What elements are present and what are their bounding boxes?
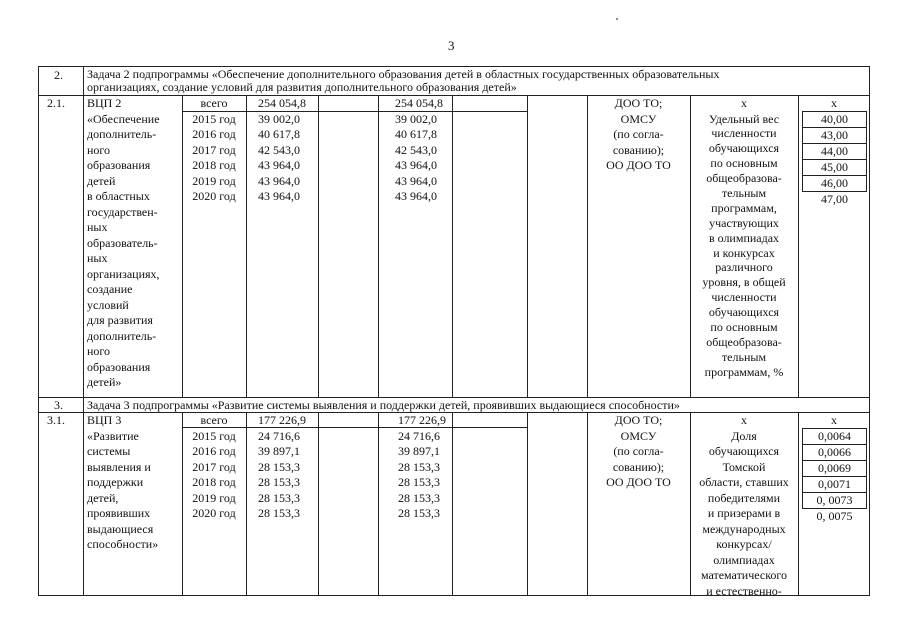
row-3-1-values: [802, 428, 867, 524]
executor-line: (по согла-: [613, 127, 664, 141]
section-2-title-line2: организациях, создание условий для развития дополнительного образования детей»: [87, 80, 517, 94]
indicator-line: различного: [715, 260, 773, 275]
name-line: образования: [87, 359, 151, 374]
row-3-1-budget-values: [398, 413, 446, 522]
value-cell: 45,00: [821, 160, 848, 174]
period-cell: 2018 год: [192, 475, 236, 489]
name-line: выдающиеся: [87, 521, 154, 536]
indicator-line: олимпиадах: [713, 552, 775, 567]
indicator-head: х: [741, 96, 747, 110]
indicator-line: уровня, в общей: [702, 275, 786, 290]
budget-cell: 24 716,6: [398, 428, 440, 443]
value-cell: 46,00: [821, 176, 848, 190]
executor-line: ОМСУ: [620, 111, 657, 126]
row-3-1-total-values: [258, 413, 306, 522]
budget-cell: 42 543,0: [395, 142, 437, 157]
period-cell: 2017 год: [192, 142, 236, 157]
section-3-number: 3.: [54, 398, 63, 412]
name-line: ных: [87, 220, 108, 234]
row-2-1-name: [87, 96, 160, 391]
value-cell: 0,0064: [818, 429, 851, 443]
total-cell: 254 054,8: [258, 96, 306, 110]
row-3-1-number: 3.1.: [47, 413, 65, 427]
name-line: детей»: [87, 375, 122, 389]
period-cell: 2015 год: [192, 428, 236, 443]
total-cell: 28 153,3: [258, 490, 300, 505]
indicator-line: Томской: [722, 459, 766, 474]
total-cell: 43 964,0: [258, 173, 300, 188]
indicator-line: области, ставших: [699, 475, 789, 489]
name-line: условий: [87, 297, 129, 312]
period-cell: 2016 год: [192, 444, 236, 458]
indicator-line: победителями: [707, 490, 781, 505]
executor-line: ОО ДОО ТО: [606, 475, 671, 489]
name-line: ных: [87, 251, 108, 265]
scan-speck: [616, 18, 618, 20]
page-number: 3: [448, 38, 455, 53]
section-2-title-line1: Задача 2 подпрограммы «Обеспечение дополнительного образования детей в областных государственных образовательных: [87, 67, 720, 81]
executor-line: ОО ДОО ТО: [606, 158, 671, 172]
row-2-1-indicator: [691, 96, 797, 380]
period-cell: 2018 год: [192, 158, 236, 172]
total-cell: 40 617,8: [258, 127, 300, 141]
total-cell: 24 716,6: [258, 428, 300, 443]
indicator-line: Удельный вес: [708, 111, 780, 126]
name-line: системы: [87, 444, 131, 458]
name-line: создание: [87, 282, 133, 296]
name-line: способности»: [87, 537, 159, 551]
executor-line: ДОО ТО;: [614, 413, 663, 427]
value-cell: 0,0066: [818, 445, 851, 459]
value-cell: 0,0069: [818, 461, 851, 475]
indicator-line: общеобразова-: [706, 171, 782, 186]
value-cell: 44,00: [821, 144, 848, 158]
indicator-line: обучающихся: [708, 141, 780, 156]
budget-cell: 28 153,3: [398, 490, 440, 505]
value-cell: 47,00: [821, 192, 848, 206]
period-cell: 2019 год: [192, 173, 236, 188]
indicator-line: тельным: [721, 185, 767, 200]
row-2-1-executors: [588, 96, 689, 174]
budget-cell: 39 002,0: [395, 111, 437, 126]
budget-cell: 28 153,3: [398, 475, 440, 489]
name-line: государствен-: [87, 204, 158, 219]
indicator-line: математического: [700, 568, 788, 582]
name-line: ного: [87, 344, 111, 358]
name-line: образования: [87, 158, 151, 172]
indicator-line: тельным: [721, 349, 767, 364]
total-cell: 28 153,3: [258, 459, 300, 474]
budget-cell: 43 964,0: [395, 189, 437, 203]
budget-cell: 39 897,1: [398, 444, 440, 458]
period-cell: всего: [200, 413, 228, 427]
indicator-line: и призерами в: [707, 506, 781, 520]
executor-line: сованию);: [612, 142, 665, 157]
indicator-line: Доля: [731, 428, 757, 443]
indicator-line: и конкурсах: [713, 245, 775, 260]
row-3-1-name: [87, 413, 158, 553]
period-cell: 2019 год: [192, 490, 236, 505]
period-cell: 2020 год: [192, 189, 236, 203]
name-line: детей,: [87, 490, 119, 505]
indicator-line: обучающихся: [708, 444, 780, 458]
name-line: дополнитель-: [87, 328, 157, 343]
name-line: образователь-: [87, 235, 158, 250]
name-line: организациях,: [87, 266, 160, 281]
indicator-line: численности: [711, 126, 777, 141]
indicator-line: конкурсах/: [716, 537, 772, 551]
value-cell: 40,00: [821, 112, 848, 126]
row-3-1-executors: [588, 413, 689, 491]
row-3-1-values-head: х: [831, 413, 837, 427]
name-line: «Развитие: [87, 428, 139, 443]
total-cell: 42 543,0: [258, 142, 300, 157]
total-cell: 39 002,0: [258, 111, 300, 126]
indicator-head: х: [741, 413, 747, 427]
name-line: поддержки: [87, 475, 144, 489]
name-line: выявления и: [87, 459, 151, 474]
indicator-line: в олимпиадах: [708, 230, 780, 245]
period-cell: всего: [200, 96, 228, 110]
indicator-line: обучающихся: [708, 305, 780, 320]
value-cell: 43,00: [821, 128, 848, 142]
indicator-line: и естественно-: [706, 583, 782, 598]
name-line: ного: [87, 142, 111, 157]
name-line: проявивших: [87, 506, 151, 520]
budget-cell: 177 226,9: [398, 413, 446, 427]
period-cell: 2017 год: [192, 459, 236, 474]
total-cell: 28 153,3: [258, 475, 300, 489]
budget-cell: 40 617,8: [395, 127, 437, 141]
indicator-line: численности: [711, 290, 777, 305]
period-cell: 2020 год: [192, 506, 236, 520]
row-2-1-values: [802, 111, 867, 207]
executor-line: ДОО ТО;: [614, 96, 663, 110]
value-cell: 0, 0073: [816, 493, 853, 507]
value-cell: 0,0071: [818, 477, 851, 491]
executor-line: сованию);: [612, 459, 665, 474]
indicator-line: по основным: [710, 156, 778, 171]
name-line: дополнитель-: [87, 127, 157, 141]
period-cell: 2016 год: [192, 127, 236, 141]
row-2-1-budget-values: [395, 96, 443, 205]
value-cell: 0, 0075: [816, 509, 853, 523]
section-3-title: Задача 3 подпрограммы «Развитие системы выявления и поддержки детей, проявивших выдающиеся способности»: [87, 398, 680, 412]
budget-cell: 254 054,8: [395, 96, 443, 110]
executor-line: (по согла-: [613, 444, 664, 458]
name-line: в областных: [87, 189, 150, 203]
total-cell: 28 153,3: [258, 506, 300, 520]
total-cell: 43 964,0: [258, 158, 300, 172]
indicator-line: программам,: [711, 200, 777, 215]
total-cell: 177 226,9: [258, 413, 306, 427]
total-cell: 39 897,1: [258, 444, 300, 458]
row-2-1-number: 2.1.: [47, 96, 65, 110]
indicator-line: участвующих: [709, 215, 779, 230]
budget-cell: 28 153,3: [398, 459, 440, 474]
period-cell: 2015 год: [192, 111, 236, 126]
total-cell: 43 964,0: [258, 189, 300, 203]
row-2-1-periods: [183, 96, 245, 205]
indicator-line: общеобразова-: [706, 334, 782, 349]
row-2-1-values-head: х: [831, 96, 837, 110]
budget-cell: 28 153,3: [398, 506, 440, 520]
indicator-line: программам, %: [704, 364, 784, 379]
name-line: «Обеспечение: [87, 111, 160, 126]
name-line: детей: [87, 173, 116, 188]
name-line: ВЦП 2: [87, 96, 122, 110]
indicator-line: международных: [702, 521, 786, 536]
indicator-line: по основным: [710, 319, 778, 334]
section-2-number: 2.: [54, 68, 63, 82]
name-line: ВЦП 3: [87, 413, 122, 427]
row-2-1-total-values: [258, 96, 306, 205]
budget-cell: 43 964,0: [395, 173, 437, 188]
row-3-1-periods: [183, 413, 245, 522]
executor-line: ОМСУ: [620, 428, 657, 443]
row-3-1-indicator: [691, 413, 797, 599]
budget-cell: 43 964,0: [395, 158, 437, 172]
name-line: для развития: [87, 313, 153, 327]
